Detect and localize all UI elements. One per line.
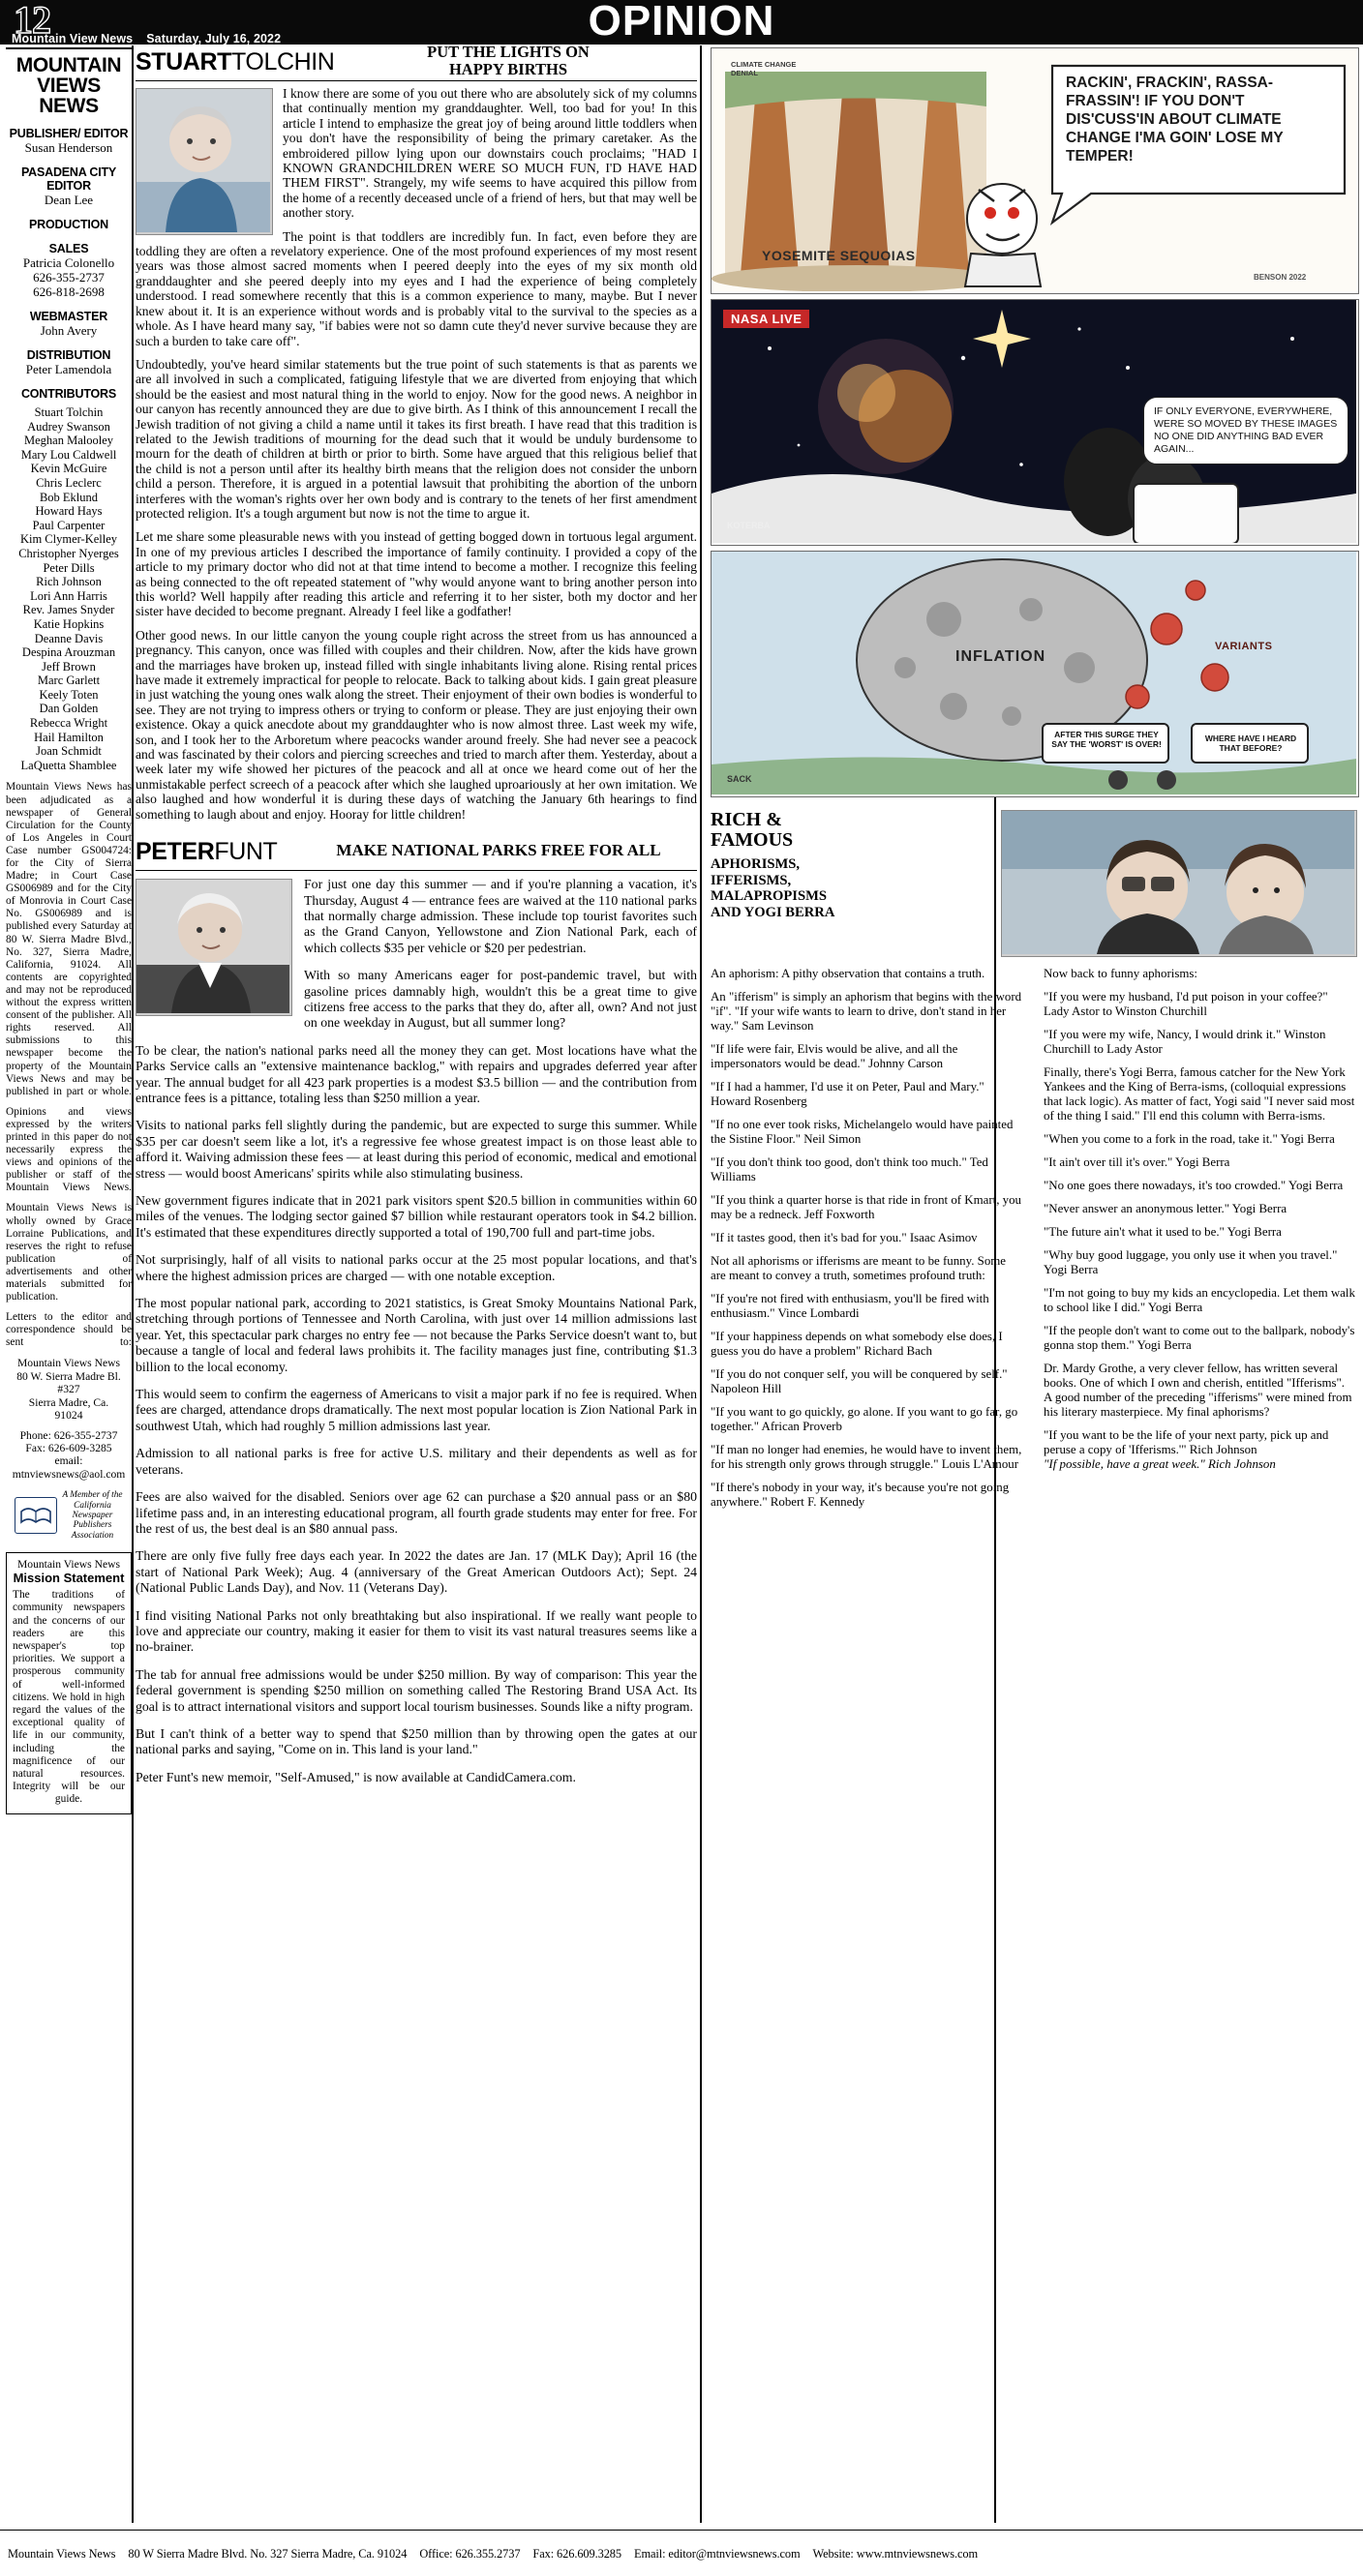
article-paragraph: New government figures indicate that in 2021 park visitors spent $20.5 billion in communities within 60 miles of the venues. The lodging sector gained $7 billion while restaurant operators took in $4.2 billion. It's estimated that these expenditures directly supported a total of 190,700 full and part-time jobs.	[136, 1193, 697, 1240]
mission-title: Mission Statement	[13, 1571, 125, 1586]
article-paragraph: An "ifferism" is simply an aphorism that begins with the word "if". "If your wife wants to learn to drive, don't stand in her way." Sam Levinson	[711, 990, 1022, 1033]
mission-statement-box	[6, 1552, 132, 1813]
article-paragraph: "The future ain't what it used to be." Yogi Berra	[1044, 1225, 1282, 1239]
funt-header-row	[136, 837, 697, 870]
article-paragraph: "If it tastes good, then it's bad for you." Isaac Asimov	[711, 1231, 978, 1244]
article-paragraph: Not all aphorisms or ifferisms are meant to be funny. Some are meant to convey a truth, sometimes profound truth:	[711, 1254, 1007, 1282]
cartoon-inflation-balloon	[711, 551, 1359, 797]
article-paragraph: "If no one ever took risks, Michelangelo would have painted the Sistine Floor." Neil Simon	[711, 1118, 1014, 1146]
funt-headline-wrap	[300, 841, 697, 859]
article-paragraph: I know there are some of you out there who are absolutely sick of my columns that continually mention my granddaughter. Well, too bad for you! In this article I intend to emphasize the great joy of being around little toddlers when you don't have the responsibility of being the primary caretaker. As the embroidered pillow lying upon our downstairs couch proclaims; "HAD I KNOWN GRANDCHILDREN WERE SO MUCH FUN, I'D HAVE HAD THEM FIRST". Strangely, my wife seems to have acquired this pillow from the home of a recently deceased uncle of a friend of hers, but that may well be another story.	[283, 86, 697, 221]
role-name-pasadena-editor: Dean Lee	[44, 193, 94, 207]
contributor-name: Rich Johnson	[36, 575, 102, 589]
contributor-name: Jeff Brown	[42, 659, 96, 674]
contact-address1: 80 W. Sierra Madre Bl.	[16, 1369, 121, 1383]
role-title-pasadena-editor: PASADENA CITY EDITOR	[20, 165, 117, 193]
article-paragraph: "If man no longer had enemies, he would have to invent them, for his strength only grows through struggle." Louis L'Amour	[711, 1443, 1022, 1471]
rich-famous-paragraphs	[711, 967, 1355, 1510]
article-paragraph: "If the people don't want to come out to the ballpark, nobody's gonna stop them." Yogi Berra	[1044, 1324, 1355, 1352]
funt-byline	[136, 839, 277, 864]
article-paragraph: The tab for annual free admissions would be under $250 million. By way of comparison: This year the federal government is spending $250 million on something called The Restoring Brand USA Act. Its goal is to attract international visitors and support local tourism businesses. Sounds like a nifty program.	[136, 1666, 697, 1714]
rich-johnson-photo	[1001, 810, 1357, 957]
article-paragraph: "If you're not fired with enthusiasm, you'll be fired with enthusiasm." Vince Lombardi	[711, 1292, 989, 1320]
legal-paragraph: Mountain Views News has been adjudicated as a newspaper of General Circulation for the County of Los Angeles in Court Case number GS004724: for the City of Sierra Madre; in Court Case GS006989 and for the City of Monrovia in Court Case No. GS006989 and is published every Saturday at 80 W. Sierra Madre Blvd., No. 327, Sierra Madre, California, 91024. All contents are copyrighted and may not be reproduced without the express written consent of the publisher. All rights reserved. All submissions to this newspaper become the property of the Mountain Views News and may be published in part or whole.	[6, 781, 132, 1097]
article-paragraph: "It ain't over till it's over." Yogi Berra	[1044, 1155, 1230, 1169]
article-paragraph: "If you want to be the life of your next party, pick up and peruse a copy of 'Ifferisms.'" Rich Johnson	[1044, 1428, 1329, 1456]
rich-famous-title-line2: FAMOUS	[711, 829, 794, 851]
contact-fax: Fax: 626-609-3285	[25, 1441, 112, 1454]
article-paragraph: "If I had a hammer, I'd use it on Peter, Paul and Mary." Howard Rosenberg	[711, 1080, 984, 1108]
peter-funt-photo	[136, 879, 292, 1016]
mission-body: The traditions of community newspapers and the concerns of our readers are this newspaper's top priorities. We support a prosperous community of well-informed citizens. We hold in high regard the values of the exceptional quality of life in our community, including the magnificence of our natural resources. Integrity will be our guide.	[13, 1589, 125, 1806]
article-paragraph: With so many Americans eager for post-pandemic travel, but with gasoline prices damnably high, wouldn't this be a great time to give citizens free access to the parks that they do, after all, own? And not just on one weekday in August, but all summer long?	[304, 968, 697, 1031]
contributor-name: Audrey Swanson	[27, 419, 110, 434]
role-title-sales: SALES	[48, 242, 89, 255]
cartoon-1-artist-mark: BENSON 2022	[1254, 273, 1307, 282]
article-paragraph: Not surprisingly, half of all visits to national parks occur at the 25 most popular locations, and that's where the highest admission prices are charged — with one notable exception.	[136, 1252, 697, 1283]
masthead-title-line2: VIEWS	[37, 75, 101, 97]
sales-phone-1: 626-355-2737	[33, 270, 105, 285]
cnpa-line5: Association	[71, 1530, 114, 1541]
role-title-webmaster: WEBMASTER	[29, 310, 108, 323]
cnpa-text	[62, 1490, 122, 1541]
page-folio-number: 12	[14, 0, 50, 42]
rich-famous-sub-line4: AND YOGI BERRA	[711, 904, 835, 920]
role-title-distribution: DISTRIBUTION	[26, 348, 111, 362]
tolchin-byline	[136, 49, 334, 75]
article-paragraph: This would seem to confirm the eagerness of Americans to visit a major park if no fee is required. When fees are charged, attendance drops dramatically. The next most popular location is Zion National Park in southwest Utah, which had roughly 5 million admissions last year.	[136, 1387, 697, 1433]
rule-sidebar-main	[132, 45, 134, 2523]
article-paragraph: "Why buy good luggage, you only use it when you travel." Yogi Berra	[1044, 1248, 1338, 1276]
cartoon-1-corner-label: CLIMATE CHANGE DENIAL	[731, 60, 797, 77]
masthead-title-line3: NEWS	[39, 95, 99, 117]
legal-paragraph: Mountain Views News is wholly owned by Grace Lorraine Publications, and reserves the right to refuse publication of advertisements and other materials submitted for publication.	[6, 1202, 132, 1303]
article-paragraph: "No one goes there nowadays, it's too crowded." Yogi Berra	[1044, 1179, 1344, 1192]
article-paragraph: "If you do not conquer self, you will be conquered by self." Napoleon Hill	[711, 1367, 1008, 1395]
rich-famous-sub-line3: MALAPROPISMS	[711, 888, 827, 905]
sales-phone-2: 626-818-2698	[33, 285, 105, 299]
contributor-name: Keely Toten	[39, 687, 99, 702]
rich-famous-body	[711, 967, 1355, 1510]
cnpa-line4: Publishers	[73, 1520, 112, 1531]
legal-paragraph: Letters to the editor and correspondence should be sent to:	[6, 1311, 132, 1349]
contributor-name: Mary Lou Caldwell	[20, 447, 117, 462]
contributor-name: Kevin McGuire	[30, 462, 107, 476]
rich-famous-header	[711, 810, 989, 920]
contributor-name: Christopher Nyerges	[18, 546, 119, 560]
masthead-top-rule	[6, 47, 132, 49]
contributor-name: Peter Dills	[43, 560, 95, 575]
page-body	[0, 45, 1363, 2529]
contributor-name: Bob Eklund	[39, 490, 99, 504]
tolchin-headline-line2: HAPPY BIRTHS	[448, 60, 568, 78]
tolchin-headline-line1: PUT THE LIGHTS ON	[427, 43, 590, 61]
role-name-distribution: Peter Lamendola	[25, 362, 112, 376]
contributor-name: Deanne Davis	[34, 631, 104, 645]
section-title: OPINION	[588, 0, 775, 45]
article-paragraph: Let me share some pleasurable news with you instead of getting bogged down in tortuous legal argument. In one of my previous articles I described the importance of family continuity. I provided a copy of the article to my primary doctor who did not at that time intend to become a mother. I recognize this feeling as being connected to the oft repeated statement of "why would anyone want to bring another person into this world? Well happily after reading this article and referring it to her sister, both my doctor and her sister have decided to become pregnant. Already I feel like a godfather!	[136, 529, 697, 619]
article-paragraph: But I can't think of a better way to spend that $250 million than by throwing open the gates at our national parks and saying, "Come on in. This land is your land."	[136, 1725, 697, 1757]
article-paragraph: The most popular national park, according to 2021 statistics, is Great Smoky Mountains National Park, stretching through portions of Tennessee and North Carolina, with just over 14 million admissions last year. Yet, this spectacular park charges no entry fee — not because the Parks Service doesn't want to, but because a tangle of local and federal laws prohibits it. The facility manages just fine, contributing $1.3 billion to the local economy.	[136, 1296, 697, 1374]
cartoon-2-screen-label: NASA LIVE	[723, 310, 809, 328]
role-title-publisher: PUBLISHER/ EDITOR	[9, 127, 129, 140]
cartoon-2-artist-mark: KOTERBA	[727, 521, 771, 530]
cartoon-1-speech: RACKIN', FRACKIN', RASSA-FRASSIN'! IF YOU DON'T DIS'CUSS'IN ABOUT CLIMATE CHANGE I'MA GOIN' LOSE MY TEMPER!	[1066, 75, 1284, 165]
tolchin-headline	[319, 44, 697, 78]
article-paragraph: Other good news. In our little canyon the young couple right across the street from us has announced a pregnancy. This canyon, once was filled with couples and their children. Now, after the kids have grown and the marriages have broken up, instead filled with single inhabitants living alone. Rising rental prices have made it extremely impractical for people to relocate. Back to talking about kids. I gain great pleasure in just watching the young ones walk along the street. Their enjoyment of their own bodies is wonderful to see. They are not trying to impress others or trying to conform or please. They are just enjoying their own existence. Okay a quick anecdote about my granddaughter who is now almost three. Last week my wife, son, and I took her to the Arboretum where peacocks wander around freely. She had never see a peacock and was fascinated by their colors and piercing screeches and tried to march after them. Yesterday, about a week later my wife showed her pictures of the peacock and all at once we heard come out of her the unmistakable perfect screech of a peacock after which she laughed uproariously at her own imitation. We also laughed and how wonderful it is during these days of watching the January 6th hearings to find something to laugh about and enjoy. Hooray for little children!	[136, 627, 698, 822]
cartoon-yosemite-sequoias	[711, 47, 1359, 294]
contributor-name: Rev. James Snyder	[22, 603, 115, 617]
role-name-publisher: Susan Henderson	[24, 140, 113, 155]
article-paragraph: Fees are also waived for the disabled. Seniors over age 62 can purchase a $20 annual pass or an $80 lifetime pass and, in an interesting educational program, all fourth grade students may enter for free. For the rest of us, the best deal is an $80 annual pass.	[136, 1489, 697, 1536]
contributor-name: Lori Ann Harris	[30, 588, 107, 603]
cartoon-3-variants-label: VARIANTS	[1215, 641, 1273, 652]
contributor-name: Kim Clymer-Kelley	[19, 532, 118, 547]
article-paragraph: Peter Funt's new memoir, "Self-Amused," is now available at CandidCamera.com.	[136, 1769, 576, 1784]
contributor-name: Hail Hamilton	[34, 730, 104, 744]
contributor-name: Stuart Tolchin	[34, 405, 104, 419]
contact-name: Mountain Views News	[16, 1357, 120, 1370]
footer-office: Office: 626.355.2737	[419, 2547, 521, 2561]
cnpa-logo-icon	[15, 1497, 57, 1534]
article-paragraph: "If your happiness depends on what somebody else does, I guess you do have a problem" Richard Bach	[711, 1330, 1003, 1358]
funt-byline-first: PETER	[136, 838, 215, 866]
article-paragraph: Undoubtedly, you've heard similar statements but the true point of such statements is that as parents we are all involved in such a complicated, fatiguing lifestyle that we are diverted from enjoying that which should be the easiest and most natural thing in the world to enjoy. Now for the good news. A neighbor in our canyon has recently announced they are due to give birth. As I think of this announcement I recall the Jewish tradition of not giving a child a name until it takes its first breath. I have read that this tradition is related to the Jewish traditions of mourning for the dead such that it would be unduly burdensome to mourn for the death of children at birth or prior to birth. Some have argued that this religious belief that the child is not a person until after its healthy birth means that the religion does not consider the unborn child a person. Therefore, it is argued in a potential lawsuit that prohibiting the abortion of the unborn interferes with the woman's rights over her own body and is contrary to the tenets of her first amendment protected religion. It's a tough argument but now is not the time to argue it.	[136, 356, 697, 521]
article-paragraph: "If you don't think too good, don't think too much." Ted Williams	[711, 1155, 988, 1183]
cnpa-membership	[6, 1490, 132, 1541]
contributor-name: Dan Golden	[39, 702, 99, 716]
article-paragraph: Admission to all national parks is free for active U.S. military and their dependents as well as for veterans.	[136, 1446, 697, 1477]
article-paragraph: Visits to national parks fell slightly during the pandemic, but are expected to surge this summer. While $35 per car doesn't seem like a lot, it's a regressive fee whose greatest impact is on those least able to afford it. Waiving admission these fees — at least during this period of economic, medical and emotional stress — would boost Americans' spirits while also stimulating business.	[136, 1118, 698, 1181]
dateline-date: Saturday, July 16, 2022	[146, 32, 282, 45]
contact-email-label: email:	[54, 1454, 83, 1468]
article-paragraph: Dr. Mardy Grothe, a very clever fellow, has written several books. One of which I own and cherish, entitled "Ifferisms". A good number of the preceding "ifferisms" were mined from his literary masterpiece. My final aphorisms?	[1044, 1362, 1352, 1419]
contributor-name: Joan Schmidt	[36, 744, 102, 759]
footer-fax: Fax: 626.609.3285	[532, 2547, 621, 2561]
cartoon-3-speech-left: AFTER THIS SURGE THEY SAY THE 'WORST' IS OVER!	[1051, 730, 1162, 749]
funt-byline-last: FUNT	[214, 838, 278, 866]
contributors-list	[6, 405, 132, 772]
rule-right-far	[994, 655, 996, 2523]
contact-city: Sierra Madre, Ca.	[28, 1395, 109, 1409]
article-paragraph: "If life were fair, Elvis would be alive, and all the impersonators would be dead." Johnny Carson	[711, 1042, 958, 1070]
contact-address2: #327	[57, 1383, 80, 1396]
footer-email[interactable]: Email: editor@mtnviewsnews.com	[634, 2547, 801, 2561]
role-name-webmaster: John Avery	[40, 323, 98, 338]
contributor-name: Meghan Malooley	[24, 434, 113, 448]
tolchin-byline-first: STUART	[136, 48, 231, 75]
article-paragraph: "If you think a quarter horse is that ride in front of Kmart, you may be a redneck. Jeff Foxworth	[711, 1193, 1022, 1221]
article-paragraph: "When you come to a fork in the road, take it." Yogi Berra	[1044, 1132, 1335, 1146]
main-article-column	[136, 43, 698, 1797]
contributor-name: Katie Hopkins	[33, 616, 105, 631]
mission-paper-name: Mountain Views News	[16, 1558, 120, 1572]
article-paragraph: There are only five fully free days each year. In 2022 the dates are Jan. 17 (MLK Day); April 16 (the start of National Park Week); Aug. 4 (anniversary of the Great American Outdoors Act); Sept. 24 (National Public Lands Day), and Nov. 11 (Veterans Day).	[136, 1548, 697, 1596]
top-masthead-bar	[0, 0, 1363, 45]
rule-main-right	[700, 45, 702, 2523]
rich-famous-title-line1: RICH &	[711, 809, 782, 830]
cnpa-line2: California	[74, 1500, 111, 1511]
contact-phone: Phone: 626-355-2737	[19, 1428, 118, 1442]
article-paragraph: Now back to funny aphorisms:	[1044, 967, 1197, 980]
article-paragraph: "I'm not going to buy my kids an encyclopedia. Let them walk to school like I did." Yogi Berra	[1044, 1286, 1355, 1314]
article-paragraph: "If there's nobody in your way, it's because you're not going anywhere." Robert F. Kennedy	[711, 1481, 1010, 1509]
footer-text	[0, 2531, 1363, 2561]
footer-website[interactable]: Website: www.mtnviewsnews.com	[812, 2547, 978, 2561]
rich-famous-sub-line2: IFFERISMS,	[711, 872, 792, 888]
rich-famous-sub-line1: APHORISMS,	[711, 856, 801, 872]
contributor-name: Howard Hays	[35, 504, 103, 519]
contributor-name: LaQuetta Shamblee	[20, 758, 117, 772]
funt-rule	[136, 870, 697, 871]
stuart-tolchin-photo	[136, 88, 273, 235]
article-paragraph: An aphorism: A pithy observation that contains a truth.	[711, 967, 985, 980]
article-paragraph: "If you want to go quickly, go alone. If you want to go far, go together." African Proverb	[711, 1405, 1018, 1433]
dateline-publication: Mountain View News	[12, 32, 134, 45]
article-paragraph: I find visiting National Parks not only breathtaking but also inspirational. If we really want people to love and appreciate our country, making it easier for them to visit its vast natural treasures seems like a no-brainer.	[136, 1607, 697, 1655]
contributor-name: Chris Leclerc	[36, 475, 102, 490]
funt-headline: MAKE NATIONAL PARKS FREE FOR ALL	[336, 841, 661, 860]
contributor-name: Paul Carpenter	[32, 518, 106, 532]
role-title-production: PRODUCTION	[28, 218, 109, 231]
article-paragraph: To be clear, the nation's national parks need all the money they can get. Most locations have what the Parks Service calls an "extensive maintenance backlog," with repairs and upgrades deferred year after year. The annual budget for all 423 park properties is a modest $3.5 billion — and the contribution from entrance fees is a pittance, totaling less than $250 million a year.	[136, 1042, 697, 1105]
article-paragraph: "If you were my wife, Nancy, I would drink it." Winston Churchill to Lady Astor	[1044, 1028, 1326, 1056]
cnpa-line3: Newspaper	[72, 1510, 113, 1520]
article-paragraph: Finally, there's Yogi Berra, famous catcher for the New York Yankees and the King of Berra-isms, (colloquial expressions that lack logic). As matter of fact, Yogi said "I never said most of the thing I said." I'll end this column with Berra-isms.	[1044, 1065, 1355, 1123]
contact-zip: 91024	[54, 1409, 83, 1423]
article-paragraph: The point is that toddlers are incredibly fun. In fact, even before they are toddling they are often a revelatory experience. One of the most profound experiences of my most resent years was those almost sacred moments when I peered deeply into the eyes of my six month old granddaughter and she peered deeply into my eyes and I had the experience of being completely understood. I read somewhere recently that this is a common experience to many, maybe. But I never knew about it. It is an experience without words and is probably vital to the survival to the species as a whole. As I have heard many say, "if babies were not so damn cute they'd never survive because they are such a burden to take care off".	[136, 228, 697, 348]
cartoon-3-balloon-label: INFLATION	[955, 648, 1046, 665]
tolchin-byline-last: TOLCHIN	[230, 48, 335, 75]
masthead-sidebar	[6, 47, 132, 1814]
contributor-name: Despina Arouzman	[21, 645, 116, 660]
contributor-name: Rebecca Wright	[29, 716, 108, 731]
cartoon-2-speech: IF ONLY EVERYONE, EVERYWHERE, WERE SO MOVED BY THESE IMAGES NO ONE DID ANYTHING BAD EVER AGAIN...	[1143, 397, 1348, 464]
masthead-title-line1: MOUNTAIN	[15, 54, 122, 76]
tolchin-rule	[136, 80, 697, 81]
contact-email[interactable]: mtnviewsnews@aol.com	[12, 1467, 126, 1481]
cartoon-1-caption-box: YOSEMITE SEQUOIAS	[762, 248, 916, 263]
tolchin-header-row	[136, 43, 697, 80]
page-footer	[0, 2530, 1363, 2576]
rich-famous-signoff: "If possible, have a great week." Rich Johnson	[1044, 1457, 1276, 1471]
legal-paragraph: Opinions and views expressed by the writers printed in this paper do not necessarily express the views and opinions of the publisher or staff of the Mountain Views News.	[6, 1105, 132, 1194]
cnpa-line1: A Member of the	[62, 1490, 123, 1501]
legal-notices	[6, 781, 132, 1349]
funt-article-body	[136, 877, 697, 1785]
contributor-name: Marc Garlett	[37, 674, 101, 688]
article-paragraph: For just one day this summer — and if you're planning a vacation, it's Thursday, August 4 — entrance fees are waived at the 110 national parks that normally charge admission. These include top tourist favorites such as the Grand Canyon, Yellowstone and Zion National Park, each of which collects $35 per vehicle or $20 per pedestrian.	[304, 877, 697, 955]
tolchin-article-body	[136, 86, 697, 822]
cartoon-nasa-live	[711, 299, 1359, 546]
article-paragraph: "If you were my husband, I'd put poison in your coffee?" Lady Astor to Winston Churchill	[1044, 990, 1328, 1018]
contact-block	[6, 1357, 132, 1481]
cartoon-3-artist-mark: SACK	[727, 774, 752, 784]
cartoon-3-speech-right: WHERE HAVE I HEARD THAT BEFORE?	[1204, 734, 1297, 753]
footer-address: 80 W Sierra Madre Blvd. No. 327 Sierra Madre, Ca. 91024	[128, 2547, 408, 2561]
footer-name: Mountain Views News	[8, 2547, 116, 2561]
article-paragraph: "Never answer an anonymous letter." Yogi Berra	[1044, 1202, 1287, 1215]
role-name-sales: Patricia Colonello	[22, 255, 115, 270]
contributors-title: CONTRIBUTORS	[20, 387, 117, 401]
